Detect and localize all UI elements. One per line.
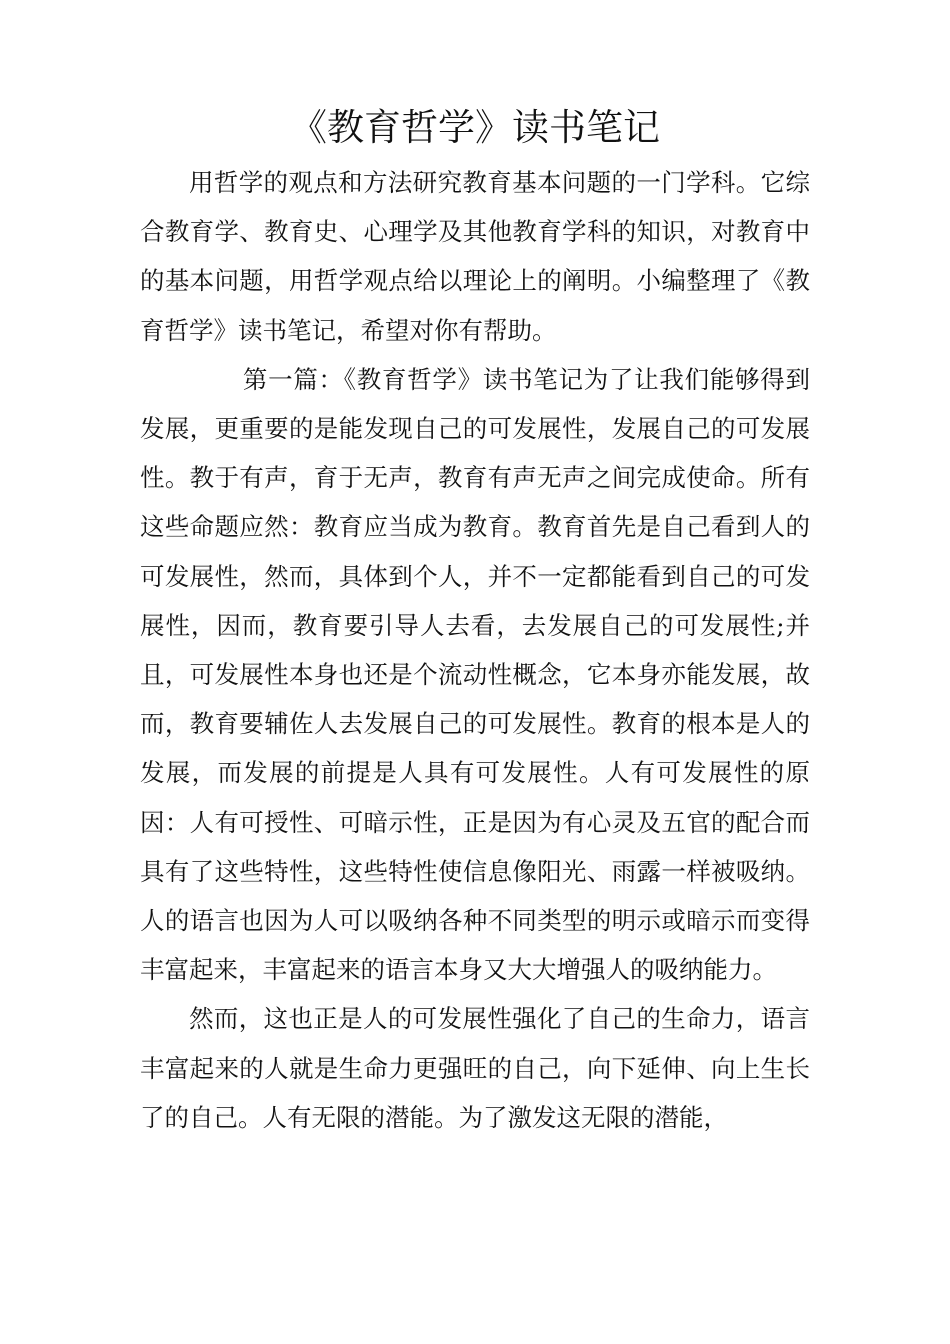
paragraph-continuation: 然而，这也正是人的可发展性强化了自己的生命力，语言丰富起来的人就是生命力更强旺的自己，向下延伸、向上生长了的自己。人有无限的潜能。为了激发这无限的潜能， (140, 1004, 810, 1132)
document-title: 《教育哲学》读书笔记 (290, 106, 660, 149)
document-body (140, 158, 810, 1142)
paragraph-first-article: 第一篇：《教育哲学》读书笔记为了让我们能够得到发展，更重要的是能发现自己的可发展性，发展自己的可发展性。教于有声，育于无声，教育有声无声之间完成使命。所有这些命题应然：教育应当成为教育。教育首先是自己看到人的可发展性，然而，具体到个人，并不一定都能看到自己的可发展性，因而，教育要引导人去看，去发展自己的可发展性;并且，可发展性本身也还是个流动性概念，它本身亦能发展，故而，教育要辅佐人去发展自己的可发展性。教育的根本是人的发展，而发展的前提是人具有可发展性。人有可发展性的原因：人有可授性、可暗示性，正是因为有心灵及五官的配合而具有了这些特性，这些特性使信息像阳光、雨露一样被吸纳。人的语言也因为人可以吸纳各种不同类型的明示或暗示而变得丰富起来，丰富起来的语言本身又大大增强人的吸纳能力。 (140, 364, 810, 985)
paragraph-intro: 用哲学的观点和方法研究教育基本问题的一门学科。它综合教育学、教育史、心理学及其他教育学科的知识，对教育中的基本问题，用哲学观点给以理论上的阐明。小编整理了《教育哲学》读书笔记，希望对你有帮助。 (140, 168, 810, 345)
